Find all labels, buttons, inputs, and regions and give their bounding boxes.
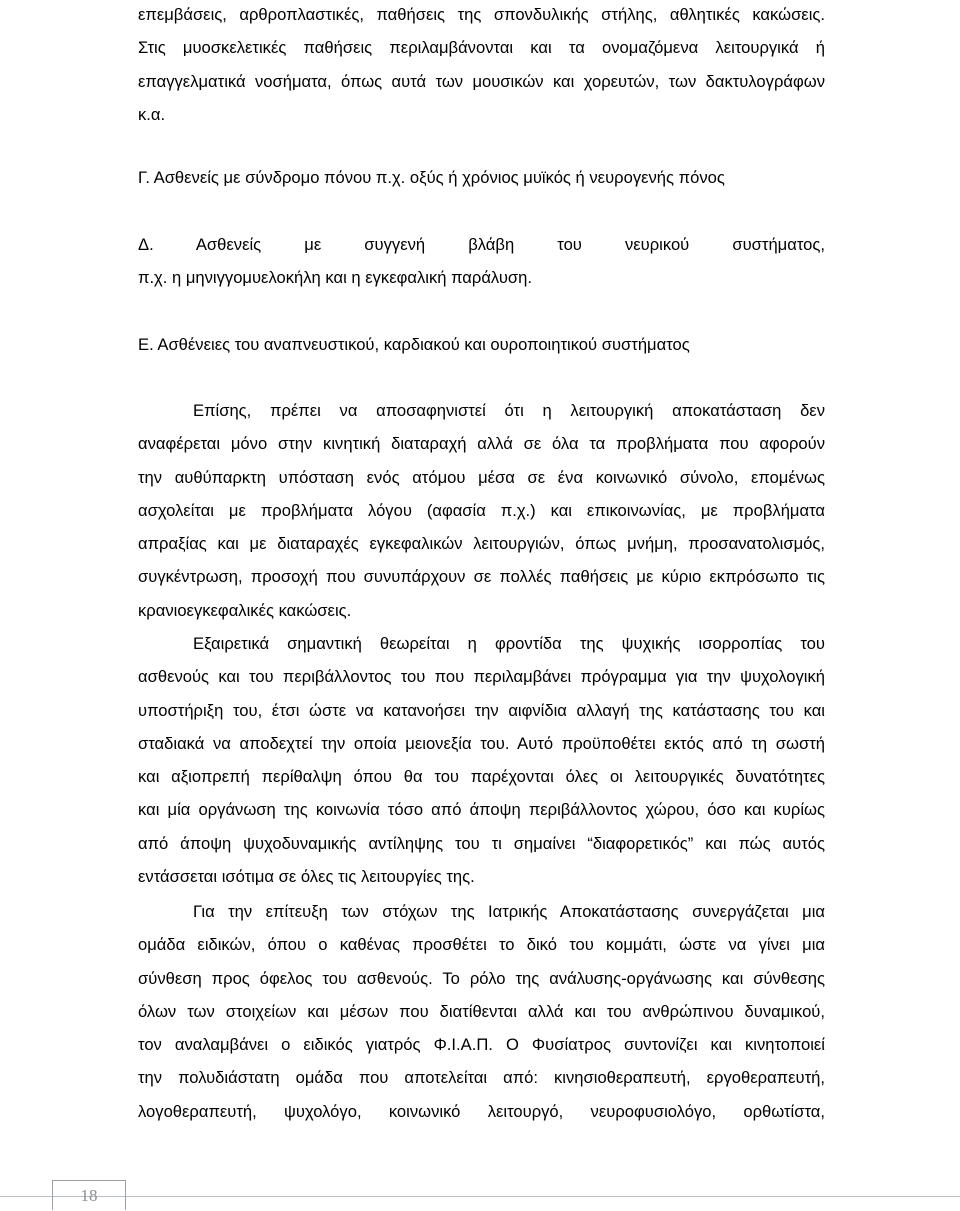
text-line: Γ. Ασθενείς με σύνδρομο πόνου π.χ. οξύς ή χρόνιος μυϊκός ή νευρογενής πόνος bbox=[138, 168, 725, 187]
paragraph-rehabilitation-scope bbox=[138, 394, 825, 627]
text-line: π.χ. η μηνιγγομυελοκήλη και η εγκεφαλική παράλυση. bbox=[138, 268, 532, 288]
text-line: κ.α. bbox=[138, 104, 166, 124]
text-line: από άποψη ψυχοδυναμικής αντίληψης του τι σημαίνει “διαφορετικός” και πώς αυτός bbox=[138, 833, 825, 853]
top-paragraph bbox=[138, 0, 825, 131]
text-line: Για την επίτευξη των στόχων της Ιατρικής Αποκατάστασης συνεργάζεται μια bbox=[193, 902, 825, 921]
text-line: όλων των στοιχείων και μέσων που διατίθενται αλλά και του ανθρώπινου δυναμικού, bbox=[138, 1001, 825, 1021]
text-line: σταδιακά να αποδεχτεί την οποία μειονεξία του. Αυτό προϋποθέτει εκτός από τη σωστή bbox=[138, 733, 825, 753]
text-line: συγκέντρωση, προσοχή που συνυπάρχουν σε πολλές παθήσεις με κύριο εκπρόσωπο τις bbox=[138, 567, 825, 587]
text-line: κρανιοεγκεφαλικές κακώσεις. bbox=[138, 600, 352, 620]
text-line: αναφέρεται μόνο στην κινητική διαταραχή αλλά σε όλα τα προβλήματα που αφορούν bbox=[138, 434, 825, 454]
list-item-e bbox=[138, 328, 825, 361]
text-line: και μία οργάνωση της κοινωνία τόσο από άποψη περιβάλλοντος χώρου, όσο και κυρίως bbox=[138, 800, 825, 820]
paragraph-rehabilitation-team bbox=[138, 895, 825, 1128]
text-line: και αξιοπρεπή περίθαλψη όπου θα του παρέχονται όλες οι λειτουργικές δυνατότητες bbox=[138, 767, 825, 787]
text-line: λογοθεραπευτή, ψυχολόγο, κοινωνικό λειτουργό, νευροφυσιολόγο, ορθωτίστα, bbox=[138, 1101, 825, 1121]
text-line: απραξίας και με διαταραχές εγκεφαλικών λειτουργιών, όπως μνήμη, προσανατολισμός, bbox=[138, 534, 825, 554]
text-line: την πολυδιάστατη ομάδα που αποτελείται από: κινησιοθεραπευτή, εργοθεραπευτή, bbox=[138, 1068, 825, 1088]
text-line: ασθενούς και του περιβάλλοντος του που περιλαμβάνει πρόγραμμα για την ψυχολογική bbox=[138, 667, 825, 687]
list-item-d bbox=[138, 228, 825, 295]
paragraph-psychological-balance bbox=[138, 627, 825, 893]
text-line: Επίσης, πρέπει να αποσαφηνιστεί ότι η λειτουργική αποκατάσταση δεν bbox=[193, 401, 825, 420]
text-line: Δ. Ασθενείς με συγγενή βλάβη του νευρικού συστήματος, bbox=[138, 235, 825, 254]
text-line: την αυθύπαρκτη υπόσταση ενός ατόμου μέσα σε ένα κοινωνικό σύνολο, επομένως bbox=[138, 467, 825, 487]
text-line: σύνθεση προς όφελος του ασθενούς. Το ρόλο της ανάλυσης-οργάνωσης και σύνθεσης bbox=[138, 968, 825, 988]
text-line: Στις μυοσκελετικές παθήσεις περιλαμβάνονται και τα ονομαζόμενα λειτουργικά ή bbox=[138, 38, 825, 58]
footer-rule bbox=[0, 1196, 960, 1197]
text-line: επαγγελματικά νοσήματα, όπως αυτά των μουσικών και χορευτών, των δακτυλογράφων bbox=[138, 71, 825, 91]
text-line: ομάδα ειδικών, όπου ο καθένας προσθέτει το δικό του κομμάτι, ώστε να γίνει μια bbox=[138, 935, 825, 955]
text-line: Εξαιρετικά σημαντική θεωρείται η φροντίδα της ψυχικής ισορροπίας του bbox=[193, 634, 825, 653]
text-line: τον αναλαμβάνει ο ειδικός γιατρός Φ.Ι.Α.Π. Ο Φυσίατρος συντονίζει και κινητοποιεί bbox=[138, 1035, 825, 1055]
page-number: 18 bbox=[52, 1180, 126, 1210]
text-line: ασχολείται με προβλήματα λόγου (αφασία π.χ.) και επικοινωνίας, με προβλήματα bbox=[138, 500, 825, 520]
text-line: εντάσσεται ισότιμα σε όλες τις λειτουργίες της. bbox=[138, 867, 475, 887]
text-line: επεμβάσεις, αρθροπλαστικές, παθήσεις της σπονδυλικής στήλης, αθλητικές κακώσεις. bbox=[138, 5, 825, 24]
text-line: υποστήριξη του, έτσι ώστε να κατανοήσει την αιφνίδια αλλαγή της κατάστασης του και bbox=[138, 700, 825, 720]
list-item-g bbox=[138, 161, 825, 194]
text-line: Ε. Ασθένειες του αναπνευστικού, καρδιακού και ουροποιητικού συστήματος bbox=[138, 335, 690, 354]
